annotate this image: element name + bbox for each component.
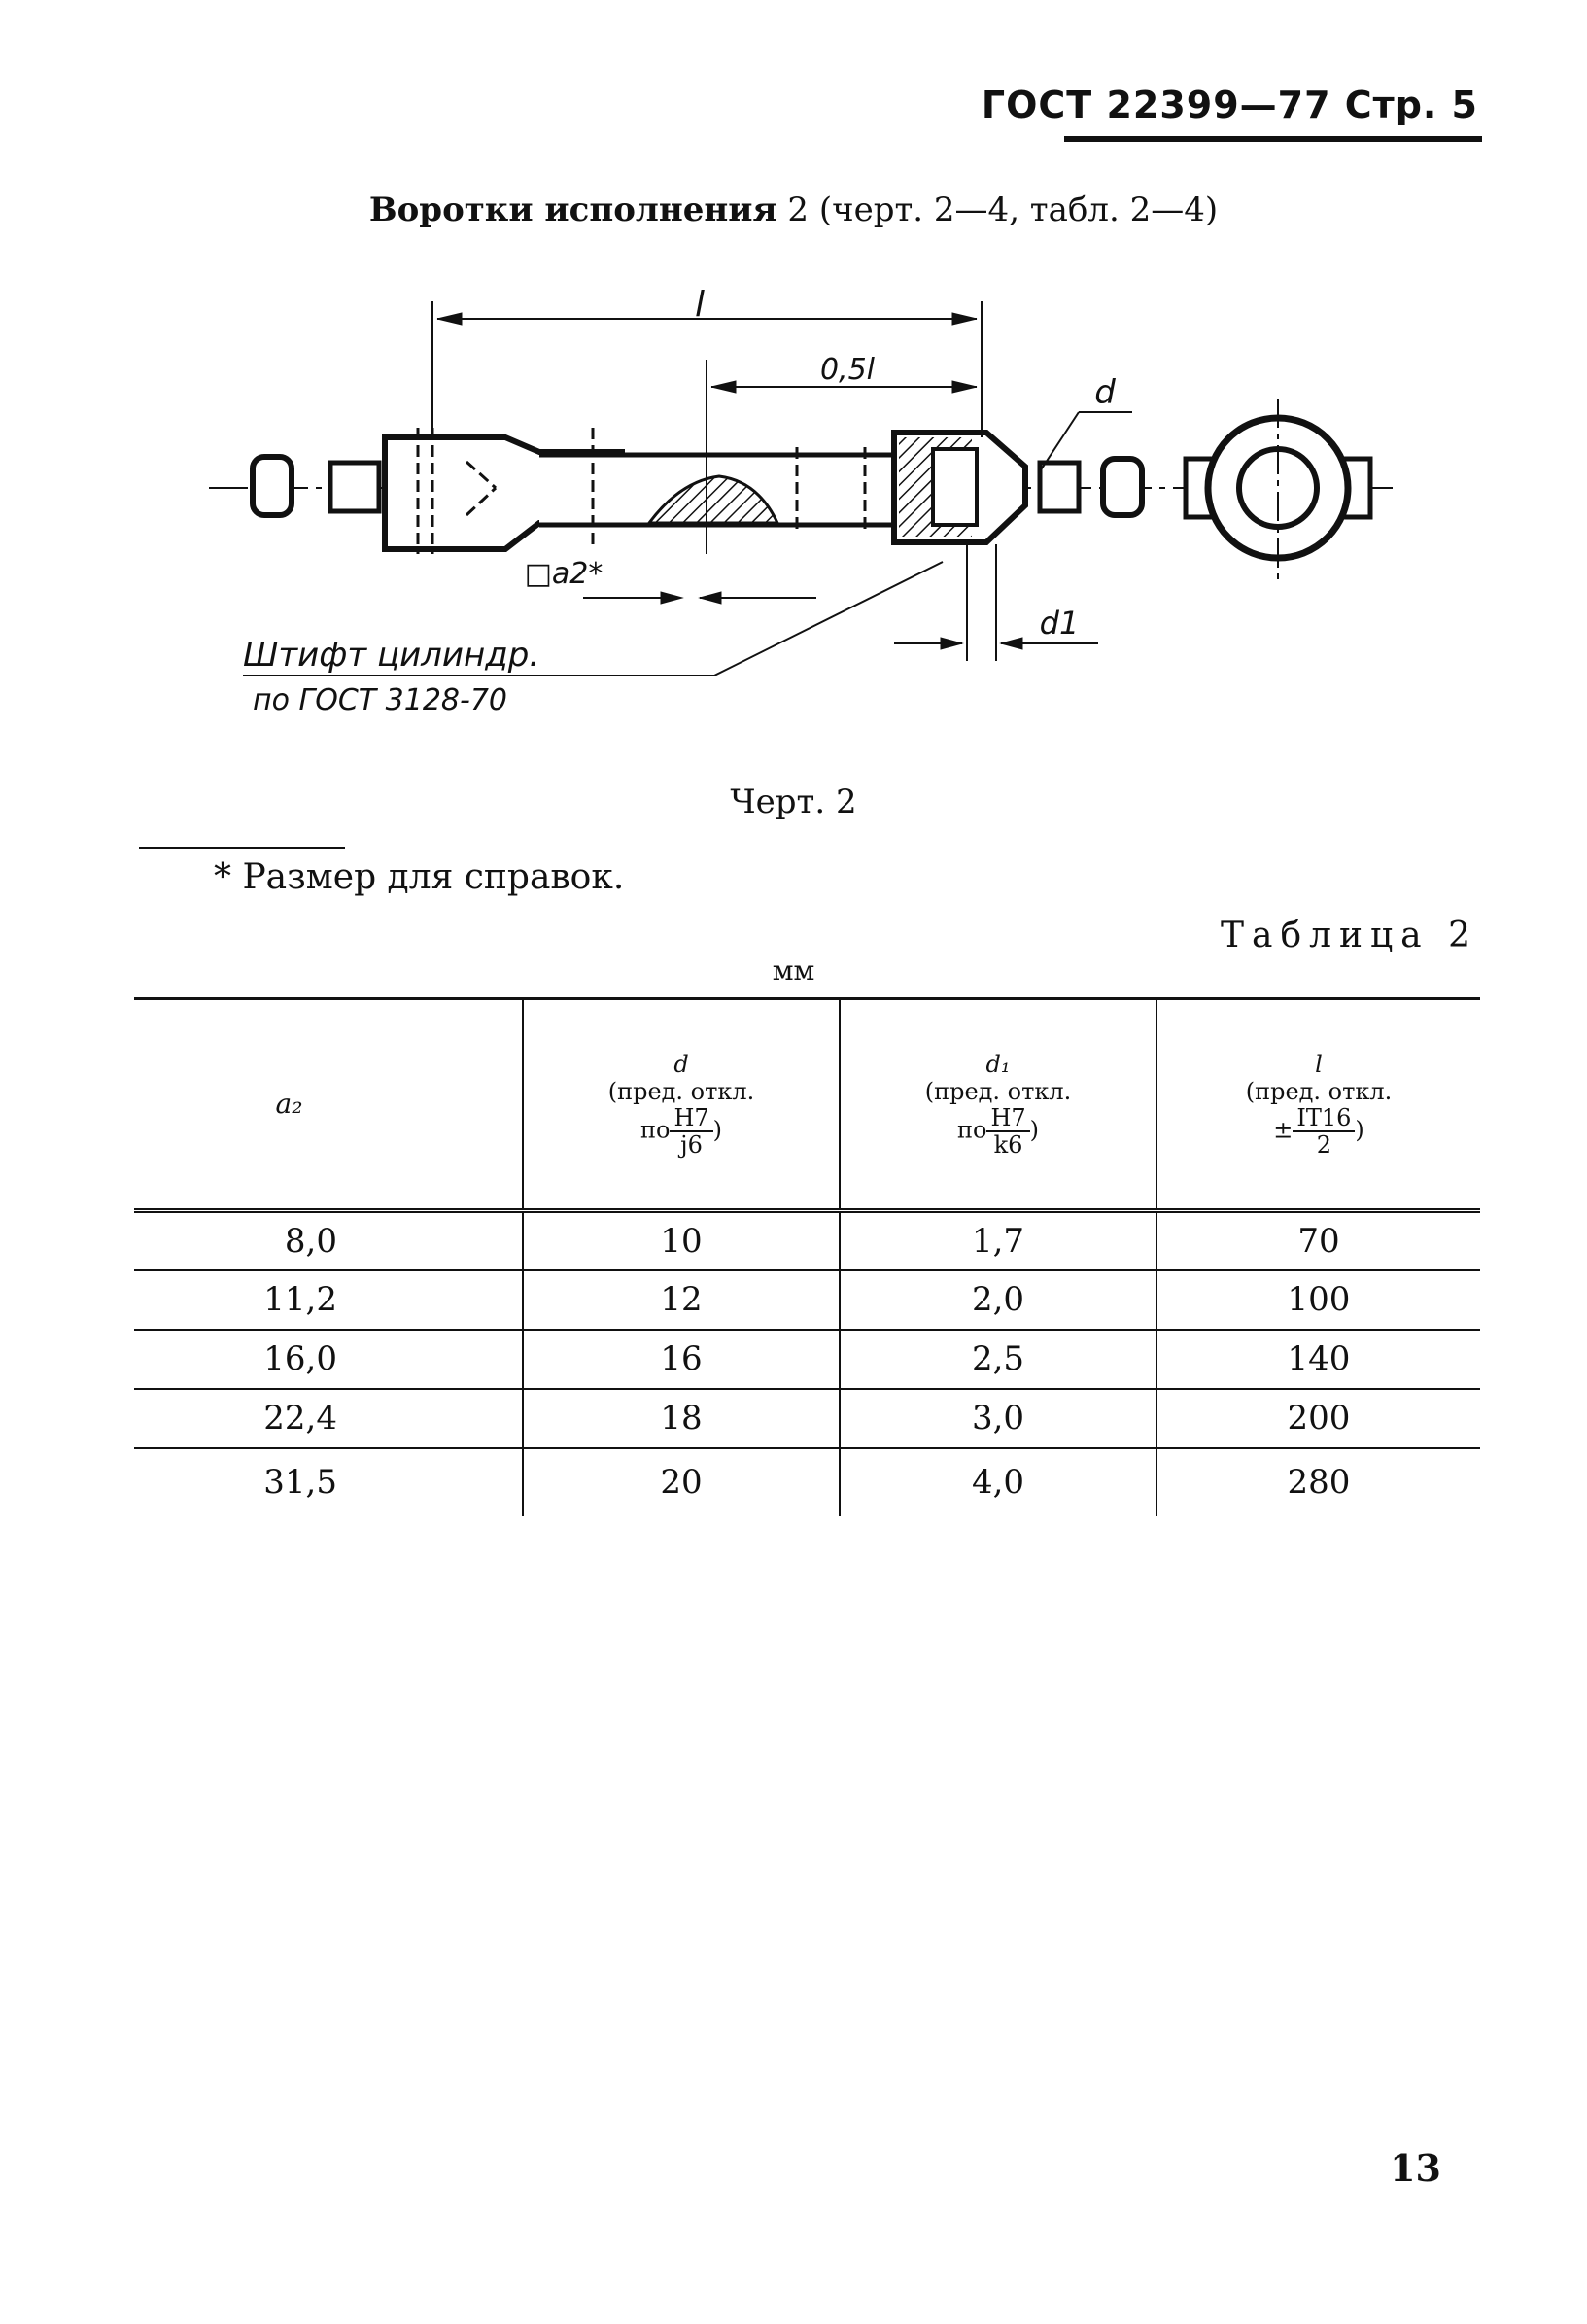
footnote: * Размер для справок.: [214, 857, 625, 897]
cell-d: 12: [523, 1270, 840, 1330]
title-bold: Воротки исполнения: [368, 191, 777, 229]
cell-d1: 2,0: [840, 1270, 1156, 1330]
dim-a2-label: □a2*: [524, 557, 604, 591]
page-number: 13: [1390, 2146, 1441, 2190]
dim-half-l-label: 0,5l: [819, 353, 876, 387]
cell-l: 140: [1156, 1330, 1480, 1389]
right-stub: [1040, 463, 1079, 511]
cell-d: 18: [523, 1389, 840, 1448]
cell-d1: 1,7: [840, 1211, 1156, 1270]
section-title: [0, 191, 1587, 229]
right-cap: [1103, 459, 1142, 515]
cell-d: 16: [523, 1330, 840, 1389]
table-row: [134, 1448, 1480, 1516]
table-row: [134, 1211, 1480, 1270]
cell-l: 280: [1156, 1448, 1480, 1516]
pin-note-line1: Штифт цилиндр.: [243, 636, 540, 675]
header-rule: [1064, 136, 1482, 142]
table-units: мм: [772, 954, 815, 987]
pin-note-line2: по ГОСТ 3128-70: [253, 683, 507, 717]
cell-l: 200: [1156, 1389, 1480, 1448]
table-row: [134, 1330, 1480, 1389]
cell-d: 10: [523, 1211, 840, 1270]
left-stub: [330, 463, 379, 511]
table-title: Таблица 2: [1221, 916, 1478, 955]
cell-d: 20: [523, 1448, 840, 1516]
cell-a2: 16,0: [263, 1339, 337, 1378]
dim-d-label: d: [1094, 373, 1116, 412]
cell-l: 100: [1156, 1270, 1480, 1330]
dim-d1-label: d1: [1039, 605, 1080, 642]
header-l: l (пред. откл. ± $\frac{IT16}{2}$ ): [1156, 999, 1480, 1211]
page-header: [982, 84, 1478, 126]
cell-a2: 22,4: [263, 1399, 337, 1438]
cell-a2: 11,2: [263, 1280, 337, 1319]
left-cap: [253, 457, 292, 515]
table-row: [134, 1270, 1480, 1330]
title-rest: 2 (черт. 2—4, табл. 2—4): [776, 191, 1219, 229]
cell-l: 70: [1156, 1211, 1480, 1270]
table-row: [134, 1389, 1480, 1448]
table-header-row: [134, 999, 1480, 1211]
header-d: d (пред. откл. по $\frac{H7}{j6}$ ): [523, 999, 840, 1211]
cell-a2: 8,0: [284, 1221, 337, 1261]
dim-l-label: l: [694, 285, 706, 325]
cell-d1: 4,0: [840, 1448, 1156, 1516]
technical-drawing: [194, 282, 1399, 739]
cell-d1: 2,5: [840, 1330, 1156, 1389]
cell-a2: 31,5: [263, 1463, 337, 1502]
drawing-caption: Черт. 2: [730, 782, 857, 821]
cell-d1: 3,0: [840, 1389, 1156, 1448]
footnote-rule: [139, 847, 345, 849]
dimensions-table: [134, 997, 1480, 1516]
header-a2: a₂: [275, 1088, 303, 1120]
page-label: Стр. 5: [1344, 84, 1478, 126]
standard-number: ГОСТ 22399—77: [981, 84, 1331, 126]
header-d1: d₁ (пред. откл. по $\frac{H7}{k6}$ ): [840, 999, 1156, 1211]
